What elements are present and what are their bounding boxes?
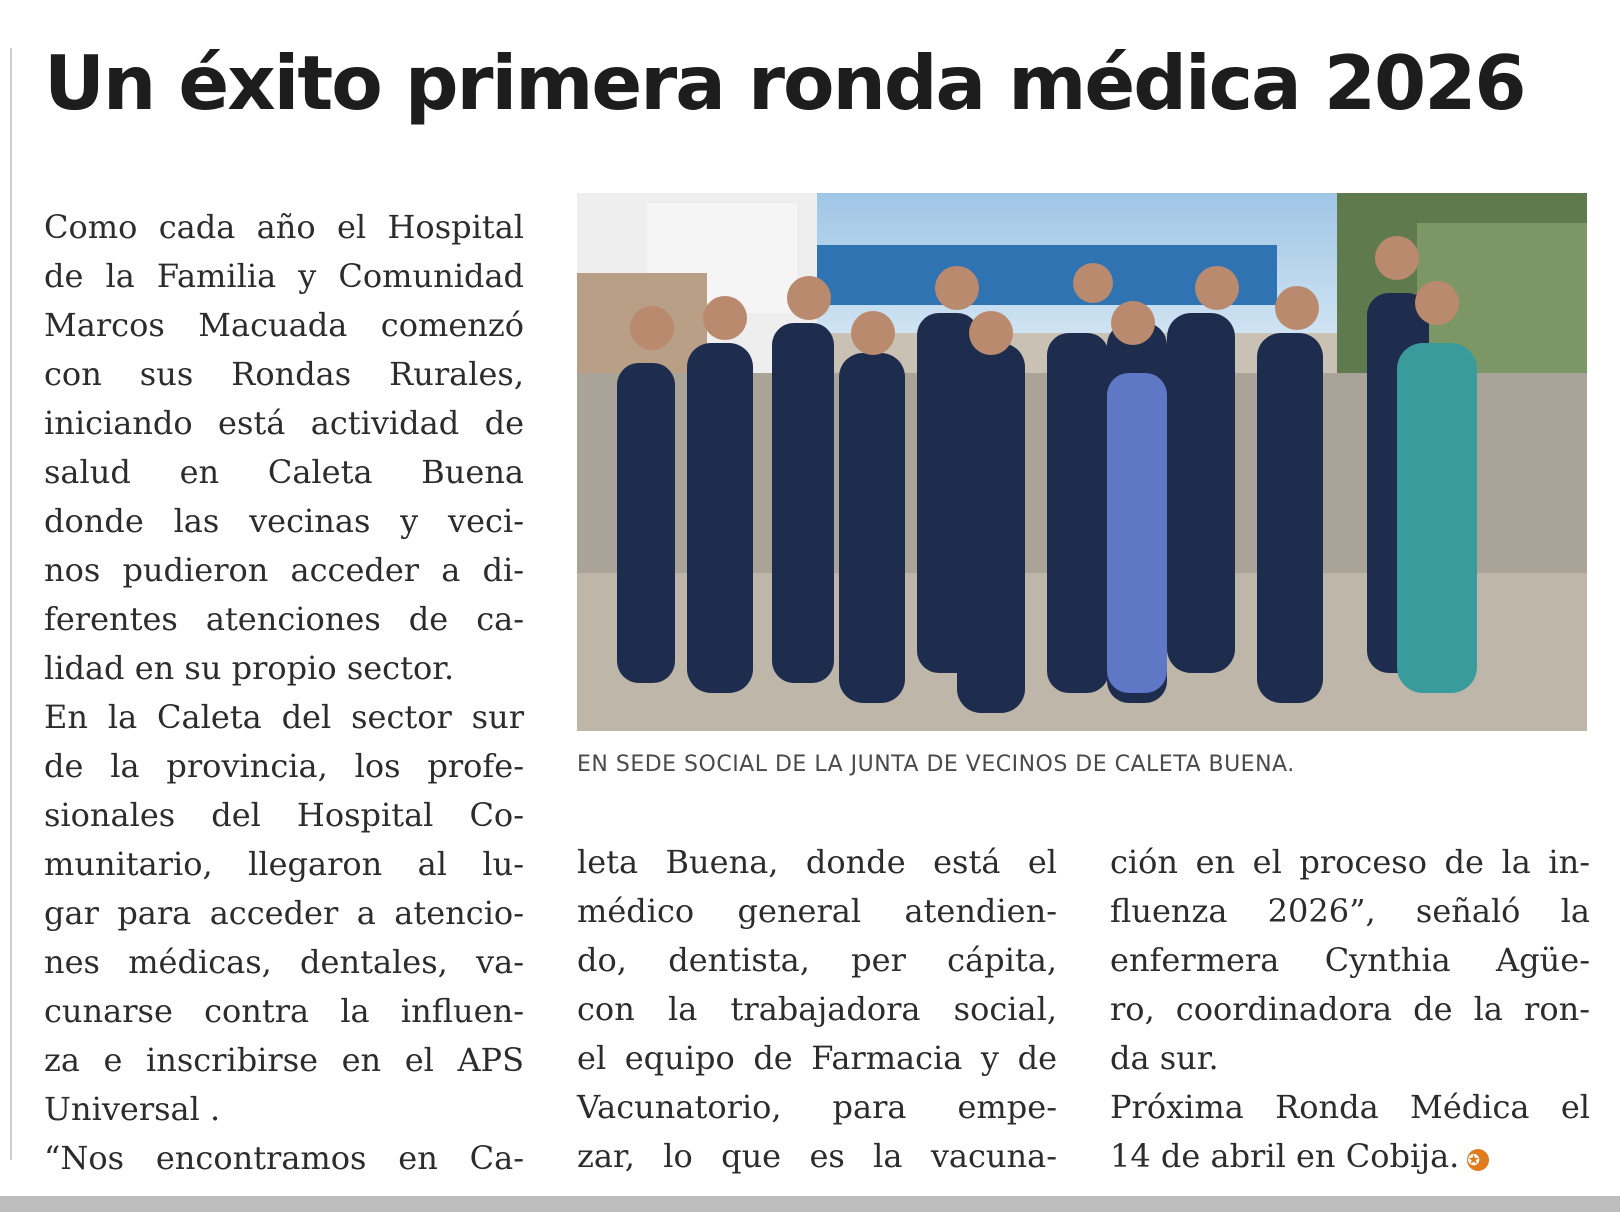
article-line: lidad en su propio sector. — [44, 649, 455, 687]
article-line: de la Familia y Comunidad — [44, 257, 524, 295]
article-line: Vacunatorio, para empe- — [577, 1088, 1057, 1126]
article-column-1 — [44, 203, 524, 1183]
bottom-rule — [0, 1196, 1620, 1212]
article-line: Universal . — [44, 1090, 221, 1128]
article-line: donde las vecinas y veci- — [44, 502, 524, 540]
article-line: “Nos encontramos en Ca- — [44, 1139, 524, 1177]
article-photo — [577, 193, 1587, 731]
article-line: iniciando está actividad de — [44, 404, 524, 442]
article-line: ción en el proceso de la in- — [1110, 843, 1590, 881]
article-line: 14 de abril en Cobija. ✪ — [1110, 1132, 1590, 1181]
article-line: Próxima Ronda Médica el — [1110, 1088, 1590, 1126]
article-line: ro, coordinadora de la ron- — [1110, 990, 1590, 1028]
photo-caption: EN SEDE SOCIAL DE LA JUNTA DE VECINOS DE CALETA BUENA. — [577, 752, 1295, 777]
article-line: leta Buena, donde está el — [577, 843, 1057, 881]
article-column-3 — [1110, 838, 1590, 1181]
article-line: nos pudieron acceder a di- — [44, 551, 524, 589]
article-line: médico general atendien- — [577, 892, 1057, 930]
article-line: zar, lo que es la vacuna- — [577, 1137, 1057, 1175]
headline: Un éxito primera ronda médica 2026 — [44, 39, 1525, 127]
article-line: sionales del Hospital Co- — [44, 796, 524, 834]
article-line: fluenza 2026”, señaló la — [1110, 892, 1590, 930]
article-line: da sur. — [1110, 1039, 1219, 1077]
article-line: Marcos Macuada comenzó — [44, 306, 524, 344]
article-line: salud en Caleta Buena — [44, 453, 524, 491]
article-line: En la Caleta del sector sur — [44, 698, 524, 736]
article-line: nes médicas, dentales, va- — [44, 943, 524, 981]
article-line: Como cada año el Hospital — [44, 208, 524, 246]
group-photo-illustration — [577, 193, 1587, 731]
article-line: enfermera Cynthia Agüe- — [1110, 941, 1590, 979]
article-line: con sus Rondas Rurales, — [44, 355, 524, 393]
article-line: con la trabajadora social, — [577, 990, 1057, 1028]
article-line: za e inscribirse en el APS — [44, 1041, 524, 1079]
star-circle-icon: ✪ — [1467, 1149, 1489, 1171]
article-line: munitario, llegaron al lu- — [44, 845, 524, 883]
article-line: cunarse contra la influen- — [44, 992, 524, 1030]
article-line: ferentes atenciones de ca- — [44, 600, 524, 638]
article-line: do, dentista, per cápita, — [577, 941, 1057, 979]
article-line: el equipo de Farmacia y de — [577, 1039, 1057, 1077]
article-line: gar para acceder a atencio- — [44, 894, 524, 932]
left-column-rule — [10, 48, 12, 1160]
article-line: de la provincia, los profe- — [44, 747, 524, 785]
article-column-2 — [577, 838, 1057, 1181]
